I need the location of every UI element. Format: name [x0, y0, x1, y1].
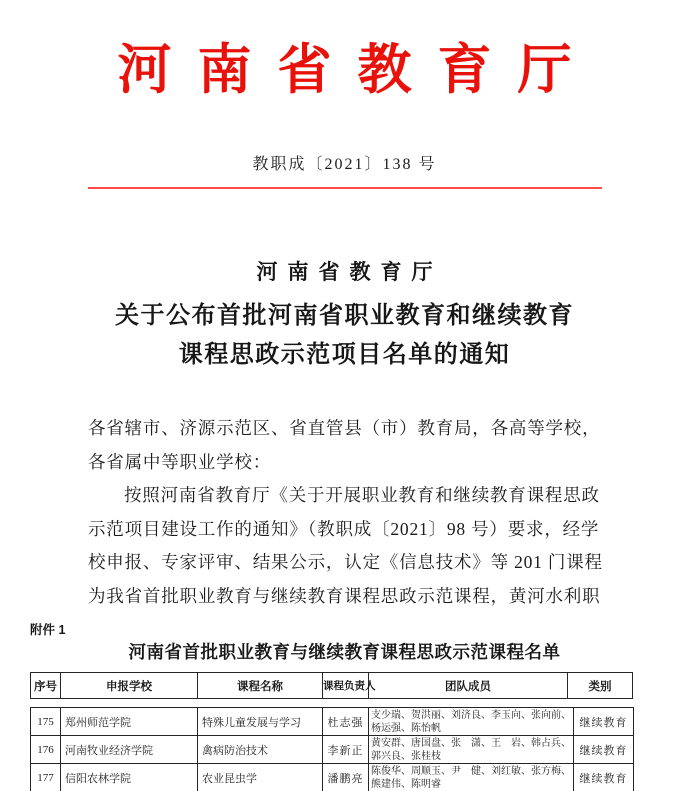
column-header-team: 团队成员 — [369, 673, 568, 699]
table-title: 河南省首批职业教育与继续教育课程思政示范课程名单 — [128, 642, 561, 662]
column-header-serial: 序号 — [31, 673, 61, 699]
cell-team: 黄安群、唐国盘、张 潇、王 岩、韩占兵、郭兴良、张桂枝 — [369, 736, 574, 764]
cell-team: 支少瑞、贺洪丽、刘济良、李玉向、张向前、杨运强、陈怡帆 — [369, 708, 574, 736]
table-row — [31, 736, 634, 764]
cell-school: 河南牧业经济学院 — [61, 736, 198, 764]
cell-course: 特殊儿童发展与学习 — [198, 708, 323, 736]
body-line: 校申报、专家评审、结果公示，认定《信息技术》等 201 门课程 — [88, 552, 603, 572]
column-header-school: 申报学校 — [61, 673, 198, 699]
cell-serial: 175 — [31, 708, 61, 736]
red-divider-line — [88, 187, 602, 189]
table-header — [30, 672, 633, 699]
cell-category: 继续教育 — [574, 708, 634, 736]
doc-number: 教职成〔2021〕138 号 — [252, 156, 437, 173]
cell-category: 继续教育 — [574, 736, 634, 764]
cell-school: 郑州师范学院 — [61, 708, 198, 736]
results-table — [30, 707, 634, 791]
column-header-category: 类别 — [568, 673, 633, 699]
body-line: 按照河南省教育厅《关于开展职业教育和继续教育课程思政 — [124, 485, 600, 505]
body-line: 各省辖市、济源示范区、省直管县（市）教育局，各高等学校， — [88, 418, 601, 438]
table-row — [31, 708, 634, 736]
notice-title-line-2: 关于公布首批河南省职业教育和继续教育 — [115, 303, 574, 329]
attachment-label: 附件 1 — [30, 623, 66, 637]
body-line: 各省属中等职业学校： — [88, 451, 271, 472]
notice-title-line-3: 课程思政示范项目名单的通知 — [178, 342, 511, 368]
cell-serial: 177 — [31, 764, 61, 791]
cell-course: 禽病防治技术 — [198, 736, 323, 764]
table-row — [31, 764, 634, 791]
column-header-course: 课程名称 — [198, 673, 323, 699]
agency-title: 河南省教育厅 — [117, 40, 598, 100]
cell-category: 继续教育 — [574, 764, 634, 791]
body-line: 为我省首批职业教育与继续教育课程思政示范课程，黄河水利职 — [88, 585, 601, 606]
notice-body — [88, 412, 602, 613]
cell-course: 农业昆虫学 — [198, 764, 323, 791]
cell-serial: 176 — [31, 736, 61, 764]
cell-leader: 潘鹏亮 — [323, 764, 369, 791]
body-line: 示范项目建设工作的通知》（教职成〔2021〕98 号）要求，经学 — [88, 518, 600, 539]
cell-team: 陈俊华、周顺玉、尹 健、刘红敏、张方梅、熊建伟、陈明睿 — [369, 764, 574, 791]
cell-leader: 李新正 — [323, 736, 369, 764]
column-header-leader: 课程负责人 — [323, 673, 369, 699]
cell-school: 信阳农林学院 — [61, 764, 198, 791]
cell-leader: 杜志强 — [323, 708, 369, 736]
notice-title-line-1: 河南省教育厅 — [256, 260, 443, 284]
